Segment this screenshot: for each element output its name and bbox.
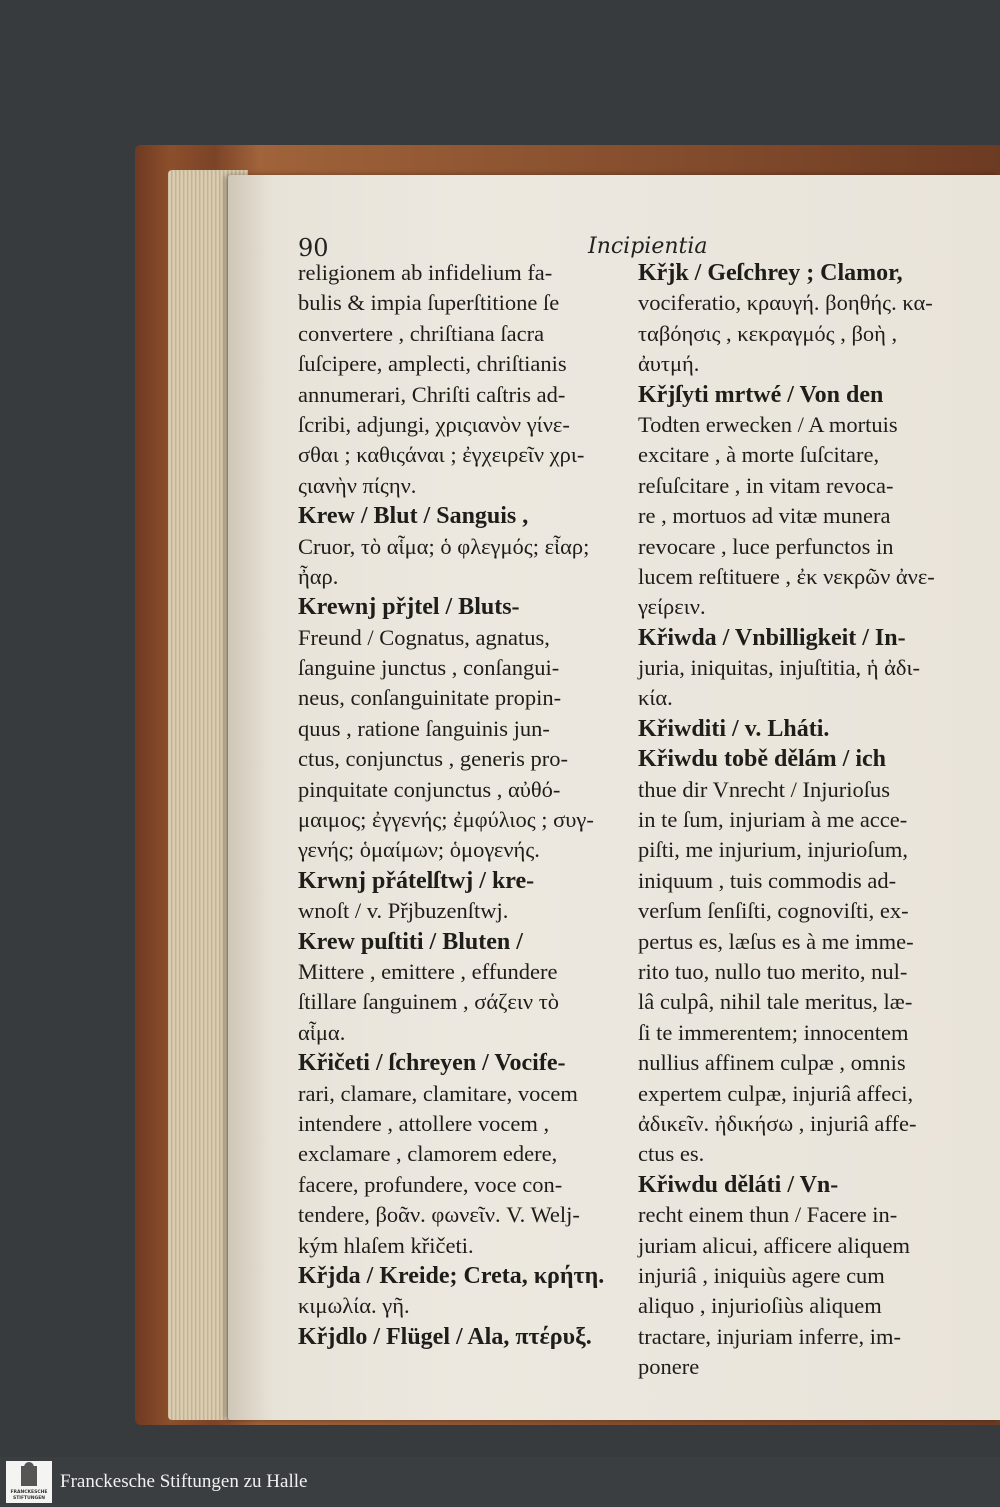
text-line: recht einem thun / Facere in- xyxy=(638,1202,898,1228)
text-line: verſum ſenſiſti, cognoviſti, ex- xyxy=(638,898,909,924)
text-line: κιμωλία. γῆ. xyxy=(298,1293,410,1319)
text-line: wnoſt / v. Přjbuzenſtwj. xyxy=(298,898,509,924)
text-line: in te ſum, injuriam à me acce- xyxy=(638,807,908,833)
text-line: ctus, conjunctus , generis pro- xyxy=(298,746,568,772)
text-line: Křiwda / Vnbilligkeit / In- xyxy=(638,624,906,651)
text-line: κία. xyxy=(638,685,673,711)
logo-text-line-1: FRANCKESCHE xyxy=(10,1490,48,1495)
text-line: convertere , chriſtiana ſacra xyxy=(298,320,545,346)
text-line: neus, conſanguinitate propin- xyxy=(298,685,562,711)
text-line: thue dir Vnrecht / Injurioſus xyxy=(638,776,891,802)
text-line: Krew / Blut / Sanguis , xyxy=(298,503,529,530)
text-line: nullius affinem culpæ , omnis xyxy=(638,1050,906,1076)
text-line: σθαι ; καθιςάναι ; ἐγχειρεῖν χρι- xyxy=(298,442,585,468)
page-number: 90 xyxy=(298,234,329,262)
text-line: vociferatio, κραυγή. βοηθής. κα- xyxy=(638,290,933,316)
text-line: kým hlaſem křičeti. xyxy=(298,1232,474,1258)
text-line: Křjſyti mrtwé / Von den xyxy=(638,381,884,408)
text-line: ἀυτμή. xyxy=(638,351,700,377)
text-line: expertem culpæ, injuriâ affeci, xyxy=(638,1080,914,1106)
text-line: Křiwditi / v. Lháti. xyxy=(638,715,830,742)
text-line: excitare , à morte ſuſcitare, xyxy=(638,442,880,468)
text-line: Křičeti / ſchreyen / Vocife- xyxy=(298,1050,566,1077)
text-line: quus , ratione ſanguinis jun- xyxy=(298,715,550,741)
text-line: lâ culpâ, nihil tale meritus, læ- xyxy=(638,989,913,1015)
text-line: ἦαρ. xyxy=(298,563,339,589)
text-line: αἷμα. xyxy=(298,1019,346,1045)
text-line: Mittere , emittere , effundere xyxy=(298,958,558,984)
text-line: rito tuo, nullo tuo merito, nul- xyxy=(638,958,908,984)
text-line: Křiwdu tobě dělám / ich xyxy=(638,746,887,773)
text-line: Krewnj přjtel / Bluts- xyxy=(298,594,520,621)
text-line: ςιανὴν πίςην. xyxy=(298,472,417,498)
text-line: Křjdlo / Flügel / Ala, πτέρυξ. xyxy=(298,1323,592,1350)
text-line: ſcribi, adjungi, χριςιανὸν γίνε- xyxy=(298,411,570,437)
text-line: ponere xyxy=(638,1354,700,1380)
text-line: Freund / Cognatus, agnatus, xyxy=(298,624,550,650)
text-line: juria, iniquitas, injuſtitia, ἡ ἀδι- xyxy=(638,655,921,681)
text-line: bulis & impia ſuperſtitione ſe xyxy=(298,290,560,316)
text-line: γείρειν. xyxy=(638,594,706,620)
text-line: Todten erwecken / A mortuis xyxy=(638,411,898,437)
running-head: Incipientia xyxy=(588,234,708,259)
text-line: Cruor, τὸ αἷμα; ὁ φλεγμός; εἶαρ; xyxy=(298,533,590,559)
text-line: facere, profundere, voce con- xyxy=(298,1171,563,1197)
text-line: rari, clamare, clamitare, vocem xyxy=(298,1080,578,1106)
text-line: Krwnj přátelſtwj / kre- xyxy=(298,867,535,894)
text-line: Křjda / Kreide; Creta, κρήτη. xyxy=(298,1262,605,1289)
text-line: exclamare , clamorem edere, xyxy=(298,1141,558,1167)
right-text-column xyxy=(638,258,998,1382)
text-line: ſi te immerentem; innocentem xyxy=(638,1019,909,1045)
text-line: γενής; ὁμαίμων; ὁμογενής. xyxy=(298,837,540,863)
text-line: aliquo , injurioſiùs aliquem xyxy=(638,1293,882,1319)
text-line: injuriâ , iniquiùs agere cum xyxy=(638,1262,885,1288)
left-text-column xyxy=(298,258,633,1352)
institution-logo[interactable] xyxy=(6,1461,52,1503)
text-line: pertus es, læſus es à me imme- xyxy=(638,928,914,954)
text-line: pinquitate conjunctus , αὐθό- xyxy=(298,776,561,802)
logo-text-line-2: STIFTUNGEN xyxy=(12,1496,46,1501)
text-line: Krew puſtiti / Bluten / xyxy=(298,928,523,955)
text-line: ſuſcipere, amplecti, chriſtianis xyxy=(298,351,567,377)
text-line: intendere , attollere vocem , xyxy=(298,1110,550,1136)
text-line: piſti, me injurium, injurioſum, xyxy=(638,837,908,863)
text-line: ſanguine junctus , conſangui- xyxy=(298,655,560,681)
footer-bar xyxy=(0,1457,1000,1507)
text-line: reſuſcitare , in vitam revoca- xyxy=(638,472,894,498)
institution-name[interactable]: Franckesche Stiftungen zu Halle xyxy=(60,1471,308,1492)
text-line: re , mortuos ad vitæ munera xyxy=(638,503,891,529)
text-line: juriam alicui, afficere aliquem xyxy=(638,1232,910,1258)
text-line: μαιμος; ἐγγενής; ἐμφύλιος ; συγ- xyxy=(298,807,594,833)
text-line: tendere, βοᾶν. φωνεῖν. V. Welj- xyxy=(298,1202,580,1228)
building-icon xyxy=(21,1466,37,1486)
text-line: tractare, injuriam inferre, im- xyxy=(638,1323,901,1349)
text-line: Křjk / Geſchrey ; Clamor, xyxy=(638,260,903,286)
text-line: ctus es. xyxy=(638,1141,705,1167)
text-line: ταβόησις , κεκραγμός , βοὴ , xyxy=(638,320,898,346)
text-line: revocare , luce perfunctos in xyxy=(638,533,894,559)
text-line: Křiwdu děláti / Vn- xyxy=(638,1171,839,1198)
text-line: ſtillare ſanguinem , σάζειν τὸ xyxy=(298,989,560,1015)
text-line: religionem ab infidelium fa- xyxy=(298,260,553,285)
text-line: ἀδικεῖν. ἠδικήσω , injuriâ affe- xyxy=(638,1110,917,1136)
text-line: lucem reſtituere , ἐκ νεκρῶν ἀνε- xyxy=(638,563,935,589)
text-line: annumerari, Chriſti caſtris ad- xyxy=(298,381,566,407)
text-line: iniquum , tuis commodis ad- xyxy=(638,867,897,893)
